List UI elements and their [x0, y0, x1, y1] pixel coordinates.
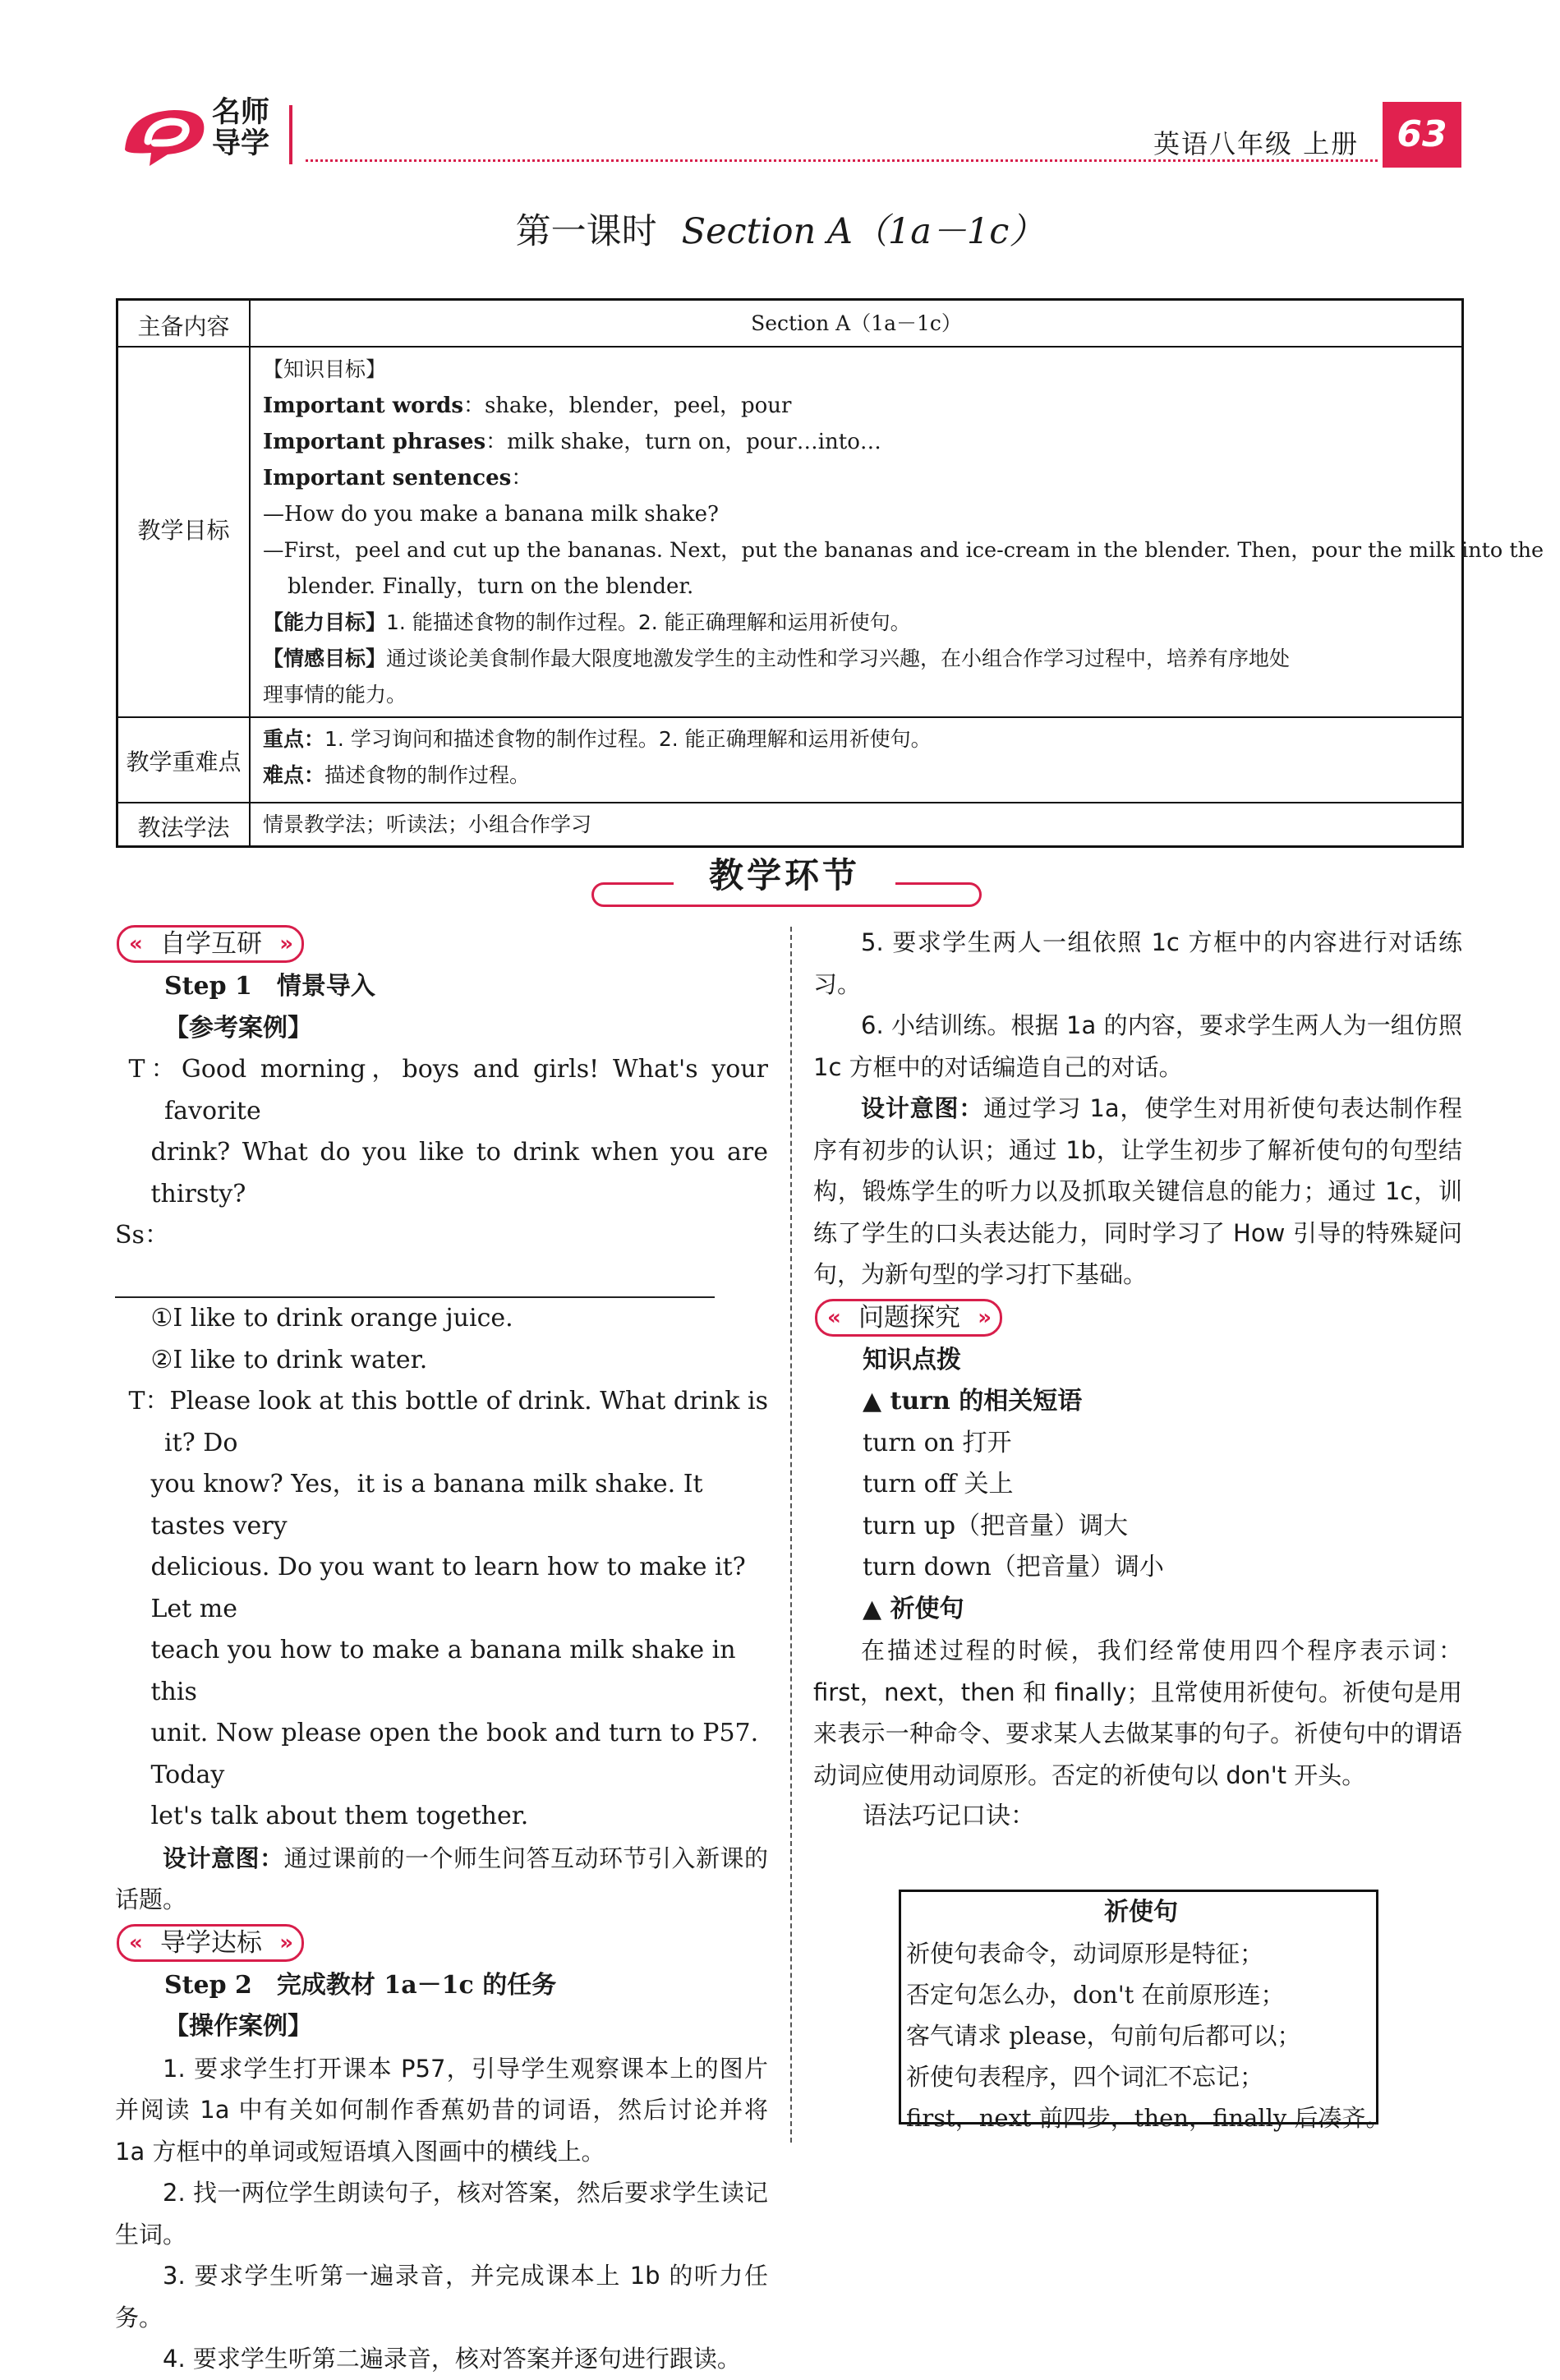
ss-blank-line: Ss： — [115, 1215, 768, 1298]
row-content-methods: 情景教学法；听读法；小组合作学习 — [263, 813, 592, 836]
instruction-3: 3. 要求学生听第一遍录音，并完成课本上 1b 的听力任务。 — [115, 2262, 768, 2332]
section-banner-title: 教学环节 — [674, 850, 895, 901]
instruction-4: 4. 要求学生听第二遍录音，核对答案并逐句进行跟读。 — [163, 2345, 741, 2373]
design-intent-1: 设计意图：通过课前的一个师生问答互动环节引入新课的话题。 — [115, 1844, 768, 1913]
page-title: 第一课时 Section A（1a－1c） — [515, 211, 1045, 252]
logo-text: 名师 导学 — [212, 96, 270, 160]
column-divider — [790, 927, 792, 2143]
right-column: 5. 要求学生两人一组依照 1c 方框中的内容进行对话练习。 6. 小结训练。根据 1a 的内容，要求学生两人为一组仿照 1c 方框中的对话编造自己的对话。 设计意图：通过学习 1a，使学生对用祈使句表达制作程序有初步的认识；通过 1b，让学生初步了解祈使句的句型结构，锻炼学生的听力以及抓取关键信息的能力；通过 1c，训练了学生的口头表达能力，同时学习了 How 引导的特殊疑问句，为新句型的学习打下基础。 « 问题探究 » 知识点拨 ▲ turn 的相关短语 turn on 打开 turn off 关上 turn up（把音量）调大 turn down（把音量）调小 ▲ 祈使句 在描述过程的时候，我们经常使用四个程序表示词：first，next，then 和 finally；且常使用祈使句。祈使句是用来表示一种命令、要求某人去做某事的句子。祈使句中的谓语动词应使用动词原形。否定的祈使句以 don't 开头。 语法巧记口诀： — [813, 922, 1462, 1838]
row-content-goals: 【知识目标】 Important words：shake，blender，peel，pour Important phrases：milk shake，turn on，pour…into… Important sentences： —How do you make a banana milk shake? —First，peel and cut up the bananas. Next，put the bananas and ice-cream in the blender. Then，pour the milk into the blender. Finally，turn on the blender. 【能力目标】1. 能描述食物的制作过程。2. 能正确理解和运用祈使句。 【情感目标】通过谈论美食制作最大限度地激发学生的主动性和学习兴趣，在小组合作学习过程中，培养有序地处 理事情的能力。 — [263, 357, 1544, 707]
instruction-1: 1. 要求学生打开课本 P57，引导学生观察课本上的图片并阅读 1a 中有关如何制作香蕉奶昔的词语，然后讨论并将 1a 方框中的单词或短语填入图画中的横线上。 — [115, 2054, 768, 2166]
imperative-explanation: 在描述过程的时候，我们经常使用四个程序表示词：first，next，then 和 finally；且常使用祈使句。祈使句是用来表示一种命令、要求某人去做某事的句子。祈使句中的谓语动词应使用动词原形。否定的祈使句以 don't 开头。 — [813, 1637, 1462, 1789]
row-label-methods: 教法学法 — [137, 814, 230, 841]
row-content-key-points: 重点：1. 学习询问和描述食物的制作过程。2. 能正确理解和运用祈使句。 难点：描述食物的制作过程。 — [263, 727, 932, 787]
turn-phrases-heading: ▲ turn 的相关短语 — [863, 1387, 1083, 1416]
logo-icon — [117, 100, 214, 169]
instruction-6: 6. 小结训练。根据 1a 的内容，要求学生两人为一组仿照 1c 方框中的对话编造自己的对话。 — [813, 1011, 1462, 1081]
row-label-content: 主备内容 — [137, 313, 230, 340]
row-label-key-points: 教学重难点 — [126, 748, 242, 776]
mnemonic-box: 祈使句 祈使句表命令，动词原形是特征； 否定句怎么办，don't 在前原形连； 客气请求 please，句前句后都可以； 祈使句表程序，四个词汇不忘记； first，next 前四步，then，finally 后凑齐。 — [899, 1890, 1378, 2125]
step2-heading: Step 2 完成教材 1a－1c 的任务 — [164, 1970, 557, 2000]
section-tag-guided-learning: « 导学达标 » — [117, 1924, 304, 1962]
header-accent-bar — [289, 105, 292, 164]
lesson-plan-table — [116, 298, 1544, 848]
instruction-5: 5. 要求学生两人一组依照 1c 方框中的内容进行对话练习。 — [813, 928, 1462, 998]
row-label-goals: 教学目标 — [137, 517, 230, 544]
book-label: 英语八年级 上册 — [1153, 128, 1360, 159]
section-tag-problem-inquiry: « 问题探究 » — [815, 1299, 1002, 1337]
left-column: « 自学互研 » Step 1 情景导入 【参考案例】 T：Good morning，boys and girls! What's your favorite drink? What do you like to drink when you are thirsty? Ss： ①I like to drink orange juice. ②I like to drink water. T：Please look at this bottle of drink. What drink is it? Do you know? Yes，it is a banana milk shake. It tastes very delicious. Do you want to learn how to make it? Let me teach you how to make a banana milk shake in this unit. Now please open the book and turn to P57. Today let's talk about them together. 设计意图：通过课前的一个师生问答互动环节引入新课的话题。 « 导学达标 » Step 2 完成教材 1a－1c 的任务 【操作案例】 1. 要求学生打开课本 P57，引导学生观察课本上的图片并阅读 1a 中有关如何制作香蕉奶昔的词语，然后讨论并将 1a 方框中的单词或短语填入图画中的横线上。 2. 找一两位学生朗读句子，核对答案，然后要求学生读记生词。 3. 要求学生听第一遍录音，并完成课本上 1b 的听力任务。 4. 要求学生听第二遍录音，核对答案并逐句进行跟读。 — [115, 922, 768, 2380]
instruction-2: 2. 找一两位学生朗读句子，核对答案，然后要求学生读记生词。 — [115, 2179, 768, 2249]
page-number: 63 — [1383, 102, 1461, 168]
row-content-section: Section A（1a－1c） — [751, 311, 962, 335]
design-intent-2: 设计意图：通过学习 1a，使学生对用祈使句表达制作程序有初步的认识；通过 1b，让学生初步了解祈使句的句型结构，锻炼学生的听力以及抓取关键信息的能力；通过 1c，训练了学生的口头表达能力，同时学习了 How 引导的特殊疑问句，为新句型的学习打下基础。 — [813, 1094, 1462, 1288]
imperative-heading: ▲ 祈使句 — [863, 1594, 964, 1623]
section-tag-self-study: « 自学互研 » — [117, 925, 304, 963]
step1-heading: Step 1 情景导入 — [164, 972, 375, 1001]
